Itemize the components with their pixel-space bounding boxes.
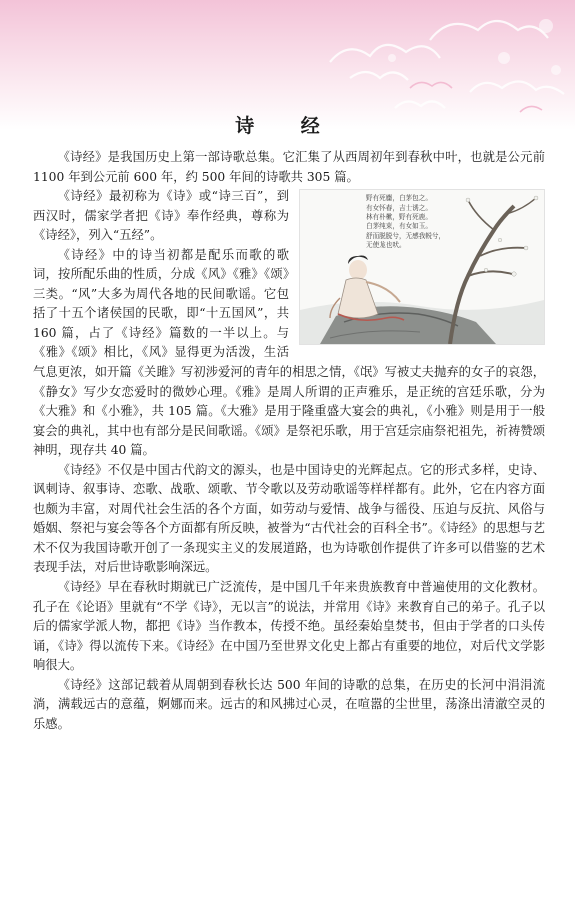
- paragraph-naming: 《诗经》最初称为《诗》或“诗三百”，到西汉时，儒家学者把《诗》奉作经典，尊称为《诗经》，列入“五经”。: [33, 189, 289, 243]
- paragraph-transmission: 《诗经》早在春秋时期就已广泛流传，是中国几千年来贵族教育中普遍使用的文化教材。孔子在《论语》里就有“不学《诗》，无以言”的说法，并常用《诗》来教育自己的弟子。孔子以后的儒家学派人物，都把《诗》当作教本，传授不绝。虽经秦始皇焚书，但由于学者的口头传诵，《诗》得以流传下来。《诗经》在中国乃至世界文化史上都占有重要的地位，对后代文学影响很大。: [33, 580, 545, 673]
- paragraph-significance: 《诗经》不仅是中国古代韵文的源头，也是中国诗史的光辉起点。它的形式多样，史诗、讽刺诗、叙事诗、恋歌、战歌、颂歌、节令歌以及劳动歌谣等样样都有。此外，它在内容方面也颇为丰富，对周代社会生活的各个方面，如劳动与爱情、战争与徭役、压迫与反抗、风俗与婚姻、祭祀与宴会等各个方面都有所反映，被誉为“古代社会的百科全书”。《诗经》的思想与艺术不仅为我国诗歌开创了一条现实主义的发展道路，也为诗歌创作提供了许多可以借鉴的艺术表现手法，对后世诗歌影响深远。: [33, 462, 545, 575]
- poem-line: 无使尨也吠。: [366, 241, 406, 250]
- header-band: [0, 0, 575, 130]
- illustration-woman-under-tree: [299, 189, 545, 345]
- paragraph-intro: 《诗经》是我国历史上第一部诗歌总集。它汇集了从西周初年到春秋中叶，也就是公元前 1100 年到公元前 600 年，约 500 年间的诗歌共 305 篇。: [33, 150, 545, 184]
- poem-line: 野有死麕，白茅包之。: [366, 194, 432, 203]
- poem-line: 白茅纯束，有女如玉。: [366, 222, 432, 231]
- poem-line: 有女怀春，吉士诱之。: [366, 203, 432, 212]
- page-title: 诗 经: [235, 115, 340, 137]
- article-body: [33, 148, 545, 734]
- cloud-pattern-decoration: [0, 0, 575, 130]
- paragraph-conclusion: 《诗经》这部记载着从周朝到春秋长达 500 年间的诗歌的总集，在历史的长河中涓涓流淌，满载远古的意蕴，婀娜而来。远古的和风拂过心灵，在喧嚣的尘世里，荡涤出清澈空灵的乐感。: [33, 677, 545, 731]
- poem-line: 舒而脱脱兮，无感我帨兮，: [366, 231, 446, 240]
- illustration-poem: [366, 194, 498, 250]
- poem-line: 林有朴樕，野有死鹿。: [366, 212, 432, 221]
- paragraph-classification: 《诗经》中的诗当初都是配乐而歌的歌词，按所配乐曲的性质，分成《风》《雅》《颂》三类。“风”大多为周代各地的民间歌谣。它包括了十五个诸侯国的民歌，即“十五国风”，共 160 篇，占了《诗经》篇数的一半以上。与《雅》《颂》相比，《风》显得更为活泼，生活气息更浓，如开篇《关雎》写初涉爱河的青年的相思之情，《氓》写被丈夫抛弃的女子的哀怨，《静女》写少女恋爱时的微妙心理。《雅》是周人所谓的正声雅乐，是正统的宫廷乐歌，分为《大雅》和《小雅》，共 105 篇。《大雅》是用于隆重盛大宴会的典礼，《小雅》则是用于一般宴会的典礼，其中也有部分是民间歌谣。《颂》是祭祀乐歌，用于宫廷宗庙祭祀祖先，祈祷赞颂神明，现存共 40 篇。: [33, 247, 545, 458]
